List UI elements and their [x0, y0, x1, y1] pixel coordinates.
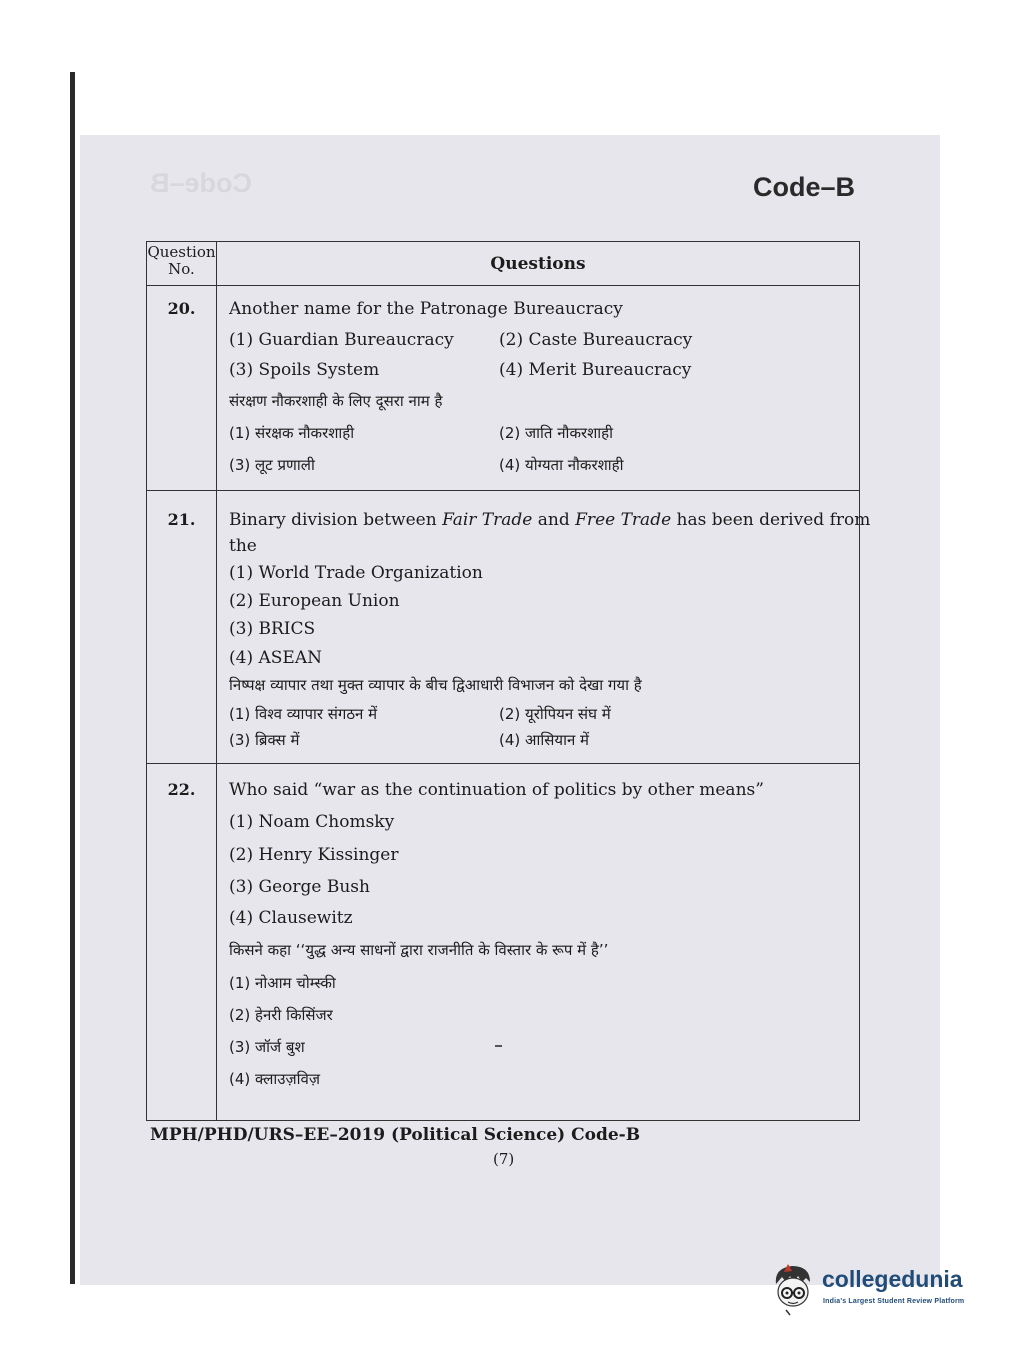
q22-option-4: (4) Clausewitz — [229, 908, 353, 928]
question-21-text: Binary division between Fair Trade and Free Trade has been derived from — [229, 510, 871, 530]
student-mascot-icon — [768, 1262, 818, 1318]
question-20-text: Another name for the Patronage Bureaucracy — [229, 299, 623, 319]
q22-option-1: (1) Noam Chomsky — [229, 812, 395, 832]
q21-hindi-option-3: (3) ब्रिक्स में — [229, 731, 300, 749]
row-divider — [147, 285, 859, 286]
q20-hindi-option-3: (3) लूट प्रणाली — [229, 456, 315, 474]
question-number-20: 20. — [167, 299, 196, 318]
footer-title: MPH/PHD/URS–EE–2019 (Political Science) Code-B — [150, 1125, 641, 1145]
page-number: (7) — [493, 1150, 515, 1168]
scan-edge — [70, 72, 75, 1284]
paper-code: Code–B — [752, 172, 855, 202]
q21-hindi-option-2: (2) यूरोपियन संघ में — [499, 705, 611, 723]
question-number-22: 22. — [167, 780, 196, 799]
q22-hindi-option-2: (2) हेनरी किसिंजर — [229, 1006, 333, 1024]
q21-option-3: (3) BRICS — [229, 619, 316, 639]
q21-option-2: (2) European Union — [229, 591, 400, 611]
questions-table — [146, 241, 871, 1121]
q22-hindi-option-3: (3) जॉर्ज बुश — [229, 1038, 305, 1056]
column-divider — [216, 242, 217, 1120]
header-questions: Questions — [490, 254, 586, 274]
question-21-text-cont: the — [229, 536, 257, 556]
q20-hindi-option-4: (4) योग्यता नौकरशाही — [499, 456, 624, 474]
q22-option-3: (3) George Bush — [229, 877, 370, 897]
stray-mark — [495, 1045, 502, 1047]
question-22-hindi-text: किसने कहा ‘‘युद्ध अन्य साधनों द्वारा राजनीति के विस्तार के रूप में है’’ — [229, 941, 609, 959]
q20-hindi-option-2: (2) जाति नौकरशाही — [499, 424, 614, 442]
row-divider — [147, 763, 859, 764]
collegedunia-brand — [768, 1262, 998, 1322]
question-22-text: Who said “war as the continuation of politics by other means” — [229, 780, 764, 800]
question-21-hindi-text: निष्पक्ष व्यापार तथा मुक्त व्यापार के बीच द्विआधारी विभाजन को देखा गया है — [229, 676, 642, 694]
brand-tagline: India's Largest Student Review Platform — [823, 1298, 965, 1305]
q20-option-1: (1) Guardian Bureaucracy — [229, 330, 454, 350]
q21-hindi-option-1: (1) विश्व व्यापार संगठन में — [229, 705, 378, 723]
header-question-no: Question No. — [147, 243, 216, 278]
q22-option-2: (2) Henry Kissinger — [229, 845, 399, 865]
q20-option-4: (4) Merit Bureaucracy — [499, 360, 692, 380]
q20-option-2: (2) Caste Bureaucracy — [499, 330, 693, 350]
q21-option-4: (4) ASEAN — [229, 648, 322, 668]
q22-hindi-option-4: (4) क्लाउज़विज़ — [229, 1070, 320, 1088]
q22-hindi-option-1: (1) नोआम चोम्स्की — [229, 974, 336, 992]
q20-hindi-option-1: (1) संरक्षक नौकरशाही — [229, 424, 355, 442]
bleed-through-code: Code–B — [150, 168, 253, 198]
q21-hindi-option-4: (4) आसियान में — [499, 731, 590, 749]
brand-name: collegedunia — [822, 1266, 963, 1292]
question-20-hindi-text: संरक्षण नौकरशाही के लिए दूसरा नाम है — [229, 392, 443, 410]
question-number-21: 21. — [167, 510, 196, 529]
row-divider — [147, 490, 859, 491]
q21-option-1: (1) World Trade Organization — [229, 563, 483, 583]
q20-option-3: (3) Spoils System — [229, 360, 380, 380]
